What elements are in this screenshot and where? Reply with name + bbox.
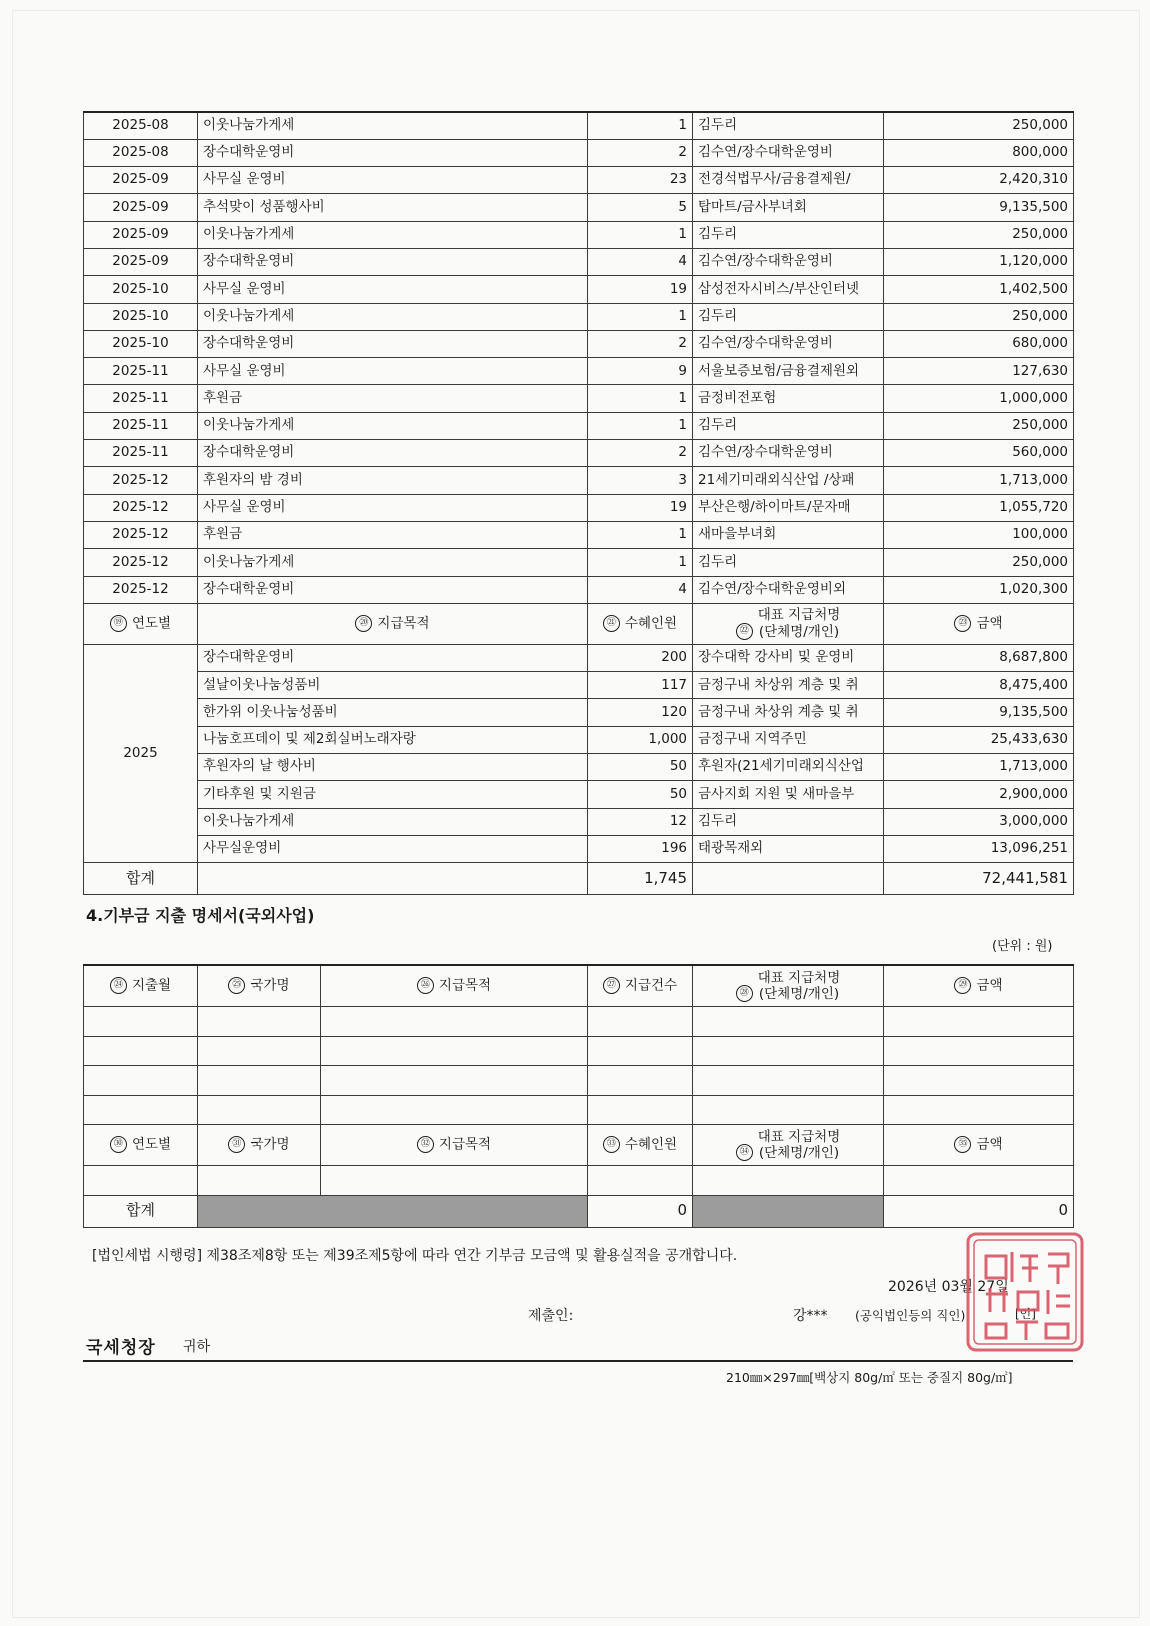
summary-recipient: 금정구내 차상위 계층 및 취 (693, 672, 884, 699)
summary-purpose: 한가위 이웃나눔성품비 (198, 699, 588, 726)
unit-label: (단위 : 원) (992, 939, 1053, 954)
submitter-name: 강*** (793, 1308, 828, 1324)
header-number-20: ⑳ (355, 615, 372, 632)
expenditure-amount: 250,000 (884, 549, 1074, 576)
summary-amount: 1,713,000 (884, 754, 1074, 781)
expenditure-amount: 680,000 (884, 330, 1074, 357)
expenditure-purpose: 이웃나눔가게세 (198, 549, 588, 576)
header-number-34: ㉞ (736, 1144, 753, 1161)
expenditure-row (84, 303, 1074, 330)
expenditure-recipient: 김두리 (693, 303, 884, 330)
header-beneficiaries-label: 수혜인원 (624, 1136, 678, 1153)
expenditure-row (84, 412, 1074, 439)
overseas-empty-row (84, 1007, 1074, 1037)
summary-row (84, 808, 1074, 835)
summary-beneficiaries: 50 (588, 754, 693, 781)
expenditure-month: 2025-12 (84, 549, 198, 576)
summary-row (84, 754, 1074, 781)
summary-amount: 9,135,500 (884, 699, 1074, 726)
overseas-header-amount (884, 965, 1074, 1007)
expenditure-month: 2025-12 (84, 521, 198, 548)
summary-recipient: 금정구내 지역주민 (693, 726, 884, 753)
header-number-27: ㉗ (603, 977, 620, 994)
expenditure-purpose: 장수대학운영비 (198, 248, 588, 275)
expenditure-purpose: 장수대학운영비 (198, 576, 588, 603)
overseas-total-shaded-recipient (693, 1195, 884, 1227)
expenditure-purpose: 장수대학운영비 (198, 139, 588, 166)
section-4-title: 4.기부금 지출 명세서(국외사업) (86, 906, 315, 925)
expenditure-count: 19 (588, 276, 693, 303)
total-empty-cell (198, 863, 588, 895)
summary-header-purpose (198, 603, 588, 644)
expenditure-recipient: 21세기미래외식산업 /상패 (693, 467, 884, 494)
header-recipient-line1: 대표 지급처명 (757, 969, 841, 986)
header-amount-label: 금액 (976, 1136, 1003, 1153)
expenditure-amount: 1,020,300 (884, 576, 1074, 603)
summary-purpose: 기타후원 및 지원금 (198, 781, 588, 808)
summary-header-recipient (693, 603, 884, 644)
header-number-26: ㉖ (417, 977, 434, 994)
expenditure-count: 4 (588, 576, 693, 603)
expenditure-recipient: 부산은행/하이마트/문자매 (693, 494, 884, 521)
expenditure-count: 2 (588, 330, 693, 357)
expenditure-count: 5 (588, 194, 693, 221)
summary-beneficiaries: 1,000 (588, 726, 693, 753)
expenditure-count: 1 (588, 385, 693, 412)
summary-amount: 2,900,000 (884, 781, 1074, 808)
expenditure-amount: 250,000 (884, 221, 1074, 248)
header-number-33: ㉝ (603, 1136, 620, 1153)
overseas-total-amount: 0 (884, 1195, 1074, 1227)
header-count-label: 지급건수 (624, 977, 678, 994)
expenditure-amount: 100,000 (884, 521, 1074, 548)
expenditure-recipient: 탑마트/금사부녀회 (693, 194, 884, 221)
expenditure-month: 2025-09 (84, 194, 198, 221)
expenditure-month: 2025-10 (84, 330, 198, 357)
expenditure-recipient: 김수연/장수대학운영비 (693, 248, 884, 275)
header-number-21: ㉑ (603, 615, 620, 632)
expenditure-amount: 9,135,500 (884, 194, 1074, 221)
expenditure-month: 2025-09 (84, 221, 198, 248)
header-number-31: ㉛ (228, 1136, 245, 1153)
summary-beneficiaries: 196 (588, 835, 693, 862)
expenditure-month: 2025-11 (84, 412, 198, 439)
expenditure-count: 1 (588, 521, 693, 548)
expenditure-month: 2025-12 (84, 576, 198, 603)
expenditure-purpose: 장수대학운영비 (198, 440, 588, 467)
summary-row (84, 644, 1074, 671)
expenditure-recipient: 김두리 (693, 112, 884, 139)
recipient-suffix: 귀하 (183, 1339, 211, 1355)
expenditure-row (84, 194, 1074, 221)
overseas-total-row (84, 1195, 1074, 1227)
domestic-expenditure-table (83, 111, 1074, 895)
expenditure-count: 3 (588, 467, 693, 494)
expenditure-row (84, 276, 1074, 303)
expenditure-month: 2025-11 (84, 358, 198, 385)
expenditure-recipient: 김두리 (693, 221, 884, 248)
summary-row (84, 835, 1074, 862)
expenditure-rows (84, 112, 1074, 603)
overseas-summary-header-year (84, 1125, 198, 1166)
expenditure-month: 2025-11 (84, 385, 198, 412)
expenditure-amount: 250,000 (884, 303, 1074, 330)
header-purpose-label: 지급목적 (438, 1136, 492, 1153)
summary-row (84, 726, 1074, 753)
expenditure-recipient: 새마을부녀회 (693, 521, 884, 548)
expenditure-purpose: 후원자의 밤 경비 (198, 467, 588, 494)
expenditure-row (84, 521, 1074, 548)
expenditure-row (84, 248, 1074, 275)
expenditure-month: 2025-08 (84, 112, 198, 139)
summary-amount: 25,433,630 (884, 726, 1074, 753)
expenditure-purpose: 이웃나눔가게세 (198, 303, 588, 330)
expenditure-purpose: 이웃나눔가게세 (198, 112, 588, 139)
overseas-empty-row (84, 1095, 1074, 1125)
expenditure-recipient: 김수연/장수대학운영비 (693, 330, 884, 357)
expenditure-amount: 250,000 (884, 112, 1074, 139)
expenditure-count: 9 (588, 358, 693, 385)
expenditure-row (84, 358, 1074, 385)
expenditure-count: 1 (588, 549, 693, 576)
expenditure-month: 2025-10 (84, 303, 198, 330)
expenditure-month: 2025-12 (84, 467, 198, 494)
expenditure-count: 2 (588, 440, 693, 467)
header-purpose-label: 지급목적 (377, 615, 430, 632)
overseas-summary-header-beneficiaries (588, 1125, 693, 1166)
summary-header-year (84, 603, 198, 644)
expenditure-purpose: 추석맞이 성품행사비 (198, 194, 588, 221)
total-empty-recipient (693, 863, 884, 895)
header-amount-label: 금액 (976, 977, 1003, 994)
summary-beneficiaries: 50 (588, 781, 693, 808)
expenditure-purpose: 사무실 운영비 (198, 358, 588, 385)
expenditure-row (84, 549, 1074, 576)
expenditure-count: 19 (588, 494, 693, 521)
summary-beneficiaries: 12 (588, 808, 693, 835)
total-amount: 72,441,581 (884, 863, 1074, 895)
expenditure-count: 4 (588, 248, 693, 275)
header-country-label: 국가명 (250, 1136, 290, 1153)
paper-spec: 210㎜×297㎜[백상지 80g/㎡ 또는 중질지 80g/㎡] (726, 1370, 1013, 1385)
expenditure-row (84, 112, 1074, 139)
expenditure-recipient: 김수연/장수대학운영비 (693, 139, 884, 166)
header-recipient-line2: (단체명/개인) (758, 623, 840, 640)
total-label: 합계 (84, 863, 198, 895)
expenditure-amount: 800,000 (884, 139, 1074, 166)
expenditure-count: 2 (588, 139, 693, 166)
expenditure-month: 2025-11 (84, 440, 198, 467)
expenditure-amount: 1,713,000 (884, 467, 1074, 494)
expenditure-row (84, 385, 1074, 412)
overseas-total-shaded-cell (198, 1195, 588, 1227)
summary-purpose: 장수대학운영비 (198, 644, 588, 671)
expenditure-row (84, 330, 1074, 357)
expenditure-amount: 1,000,000 (884, 385, 1074, 412)
expenditure-recipient: 금정비전포험 (693, 385, 884, 412)
expenditure-row (84, 494, 1074, 521)
header-recipient-line1: 대표 지급처명 (757, 607, 841, 624)
expenditure-row (84, 139, 1074, 166)
overseas-header-recipient (693, 965, 884, 1007)
overseas-header-purpose (321, 965, 588, 1007)
header-year-label: 연도별 (131, 615, 172, 632)
expenditure-count: 1 (588, 303, 693, 330)
header-country-label: 국가명 (250, 977, 290, 994)
summary-row (84, 781, 1074, 808)
summary-purpose: 설날이웃나눔성품비 (198, 672, 588, 699)
expenditure-recipient: 김두리 (693, 549, 884, 576)
expenditure-row (84, 576, 1074, 603)
summary-purpose: 후원자의 날 행사비 (198, 754, 588, 781)
expenditure-purpose: 후원금 (198, 385, 588, 412)
summary-amount: 8,687,800 (884, 644, 1074, 671)
header-recipient-line2: (단체명/개인) (758, 1144, 840, 1161)
expenditure-amount: 2,420,310 (884, 167, 1074, 194)
summary-purpose: 이웃나눔가게세 (198, 808, 588, 835)
header-number-32: ㉜ (417, 1136, 434, 1153)
summary-recipient: 태광목재외 (693, 835, 884, 862)
expenditure-row (84, 221, 1074, 248)
expenditure-purpose: 사무실 운영비 (198, 276, 588, 303)
overseas-summary-header-recipient (693, 1125, 884, 1166)
expenditure-count: 1 (588, 112, 693, 139)
summary-amount: 8,475,400 (884, 672, 1074, 699)
overseas-header-country (198, 965, 321, 1007)
header-number-22: ㉒ (736, 623, 753, 640)
summary-purpose: 나눔호프데이 및 제2회실버노래자랑 (198, 726, 588, 753)
summary-header-row (84, 603, 1074, 644)
overseas-summary-header-country (198, 1125, 321, 1166)
expenditure-amount: 1,120,000 (884, 248, 1074, 275)
overseas-summary-header-purpose (321, 1125, 588, 1166)
expenditure-month: 2025-09 (84, 167, 198, 194)
header-amount-label: 금액 (976, 615, 1003, 632)
expenditure-row (84, 467, 1074, 494)
summary-beneficiaries: 200 (588, 644, 693, 671)
summary-recipient: 금사지회 지원 및 새마을부 (693, 781, 884, 808)
overseas-header-row (84, 965, 1074, 1007)
expenditure-month: 2025-08 (84, 139, 198, 166)
expenditure-month: 2025-09 (84, 248, 198, 275)
submitter-label: 제출인: (528, 1308, 574, 1324)
summary-beneficiaries: 117 (588, 672, 693, 699)
expenditure-row (84, 440, 1074, 467)
submitter-role: (공익법인등의 직인) (855, 1308, 966, 1323)
header-number-23: ㉓ (954, 615, 971, 632)
expenditure-amount: 560,000 (884, 440, 1074, 467)
seal-mark: [인] (1015, 1307, 1036, 1321)
summary-section (84, 603, 1074, 644)
expenditure-count: 1 (588, 221, 693, 248)
expenditure-recipient: 김두리 (693, 412, 884, 439)
total-beneficiaries: 1,745 (588, 863, 693, 895)
header-number-29: ㉙ (954, 977, 971, 994)
summary-row (84, 699, 1074, 726)
recipient-office: 국세청장 (86, 1338, 156, 1358)
header-number-25: ㉕ (228, 977, 245, 994)
expenditure-count: 1 (588, 412, 693, 439)
summary-header-amount (884, 603, 1074, 644)
overseas-summary-header-row (84, 1125, 1074, 1166)
expenditure-purpose: 사무실 운영비 (198, 167, 588, 194)
bottom-rule (83, 1360, 1073, 1362)
expenditure-purpose: 장수대학운영비 (198, 330, 588, 357)
overseas-header-month (84, 965, 198, 1007)
overseas-expenditure-table (83, 964, 1074, 1228)
header-number-30: ㉚ (110, 1136, 127, 1153)
header-purpose-label: 지급목적 (438, 977, 492, 994)
summary-beneficiaries: 120 (588, 699, 693, 726)
overseas-summary-empty-row (84, 1166, 1074, 1196)
expenditure-amount: 127,630 (884, 358, 1074, 385)
summary-recipient: 김두리 (693, 808, 884, 835)
summary-year: 2025 (84, 644, 198, 862)
header-year-label: 연도별 (131, 1136, 172, 1153)
summary-amount: 3,000,000 (884, 808, 1074, 835)
expenditure-recipient: 삼성전자시비스/부산인터넷 (693, 276, 884, 303)
expenditure-month: 2025-12 (84, 494, 198, 521)
expenditure-recipient: 김수연/장수대학운영비 (693, 440, 884, 467)
expenditure-purpose: 후원금 (198, 521, 588, 548)
expenditure-amount: 1,402,500 (884, 276, 1074, 303)
overseas-total-label: 합계 (84, 1195, 198, 1227)
expenditure-purpose: 이웃나눔가게세 (198, 412, 588, 439)
expenditure-recipient: 전경석법무사/금융결제원/ (693, 167, 884, 194)
summary-total-row (84, 863, 1074, 895)
overseas-empty-row (84, 1036, 1074, 1066)
overseas-empty-row (84, 1066, 1074, 1096)
header-month-label: 지출월 (131, 977, 172, 994)
overseas-total-beneficiaries: 0 (588, 1195, 693, 1227)
summary-recipient: 후원자(21세기미래외식산업 (693, 754, 884, 781)
summary-amount: 13,096,251 (884, 835, 1074, 862)
expenditure-row (84, 167, 1074, 194)
expenditure-recipient: 서울보증보험/금융결제원외 (693, 358, 884, 385)
header-number-28: ㉘ (736, 985, 753, 1002)
summary-recipient: 장수대학 강사비 및 운영비 (693, 644, 884, 671)
legal-notice: [법인세법 시행령] 제38조제8항 또는 제39조제5항에 따라 연간 기부금 모금액 및 활용실적을 공개합니다. (92, 1248, 738, 1264)
summary-recipient: 금정구내 차상위 계층 및 취 (693, 699, 884, 726)
header-number-19: ⑲ (110, 615, 127, 632)
expenditure-month: 2025-10 (84, 276, 198, 303)
expenditure-purpose: 사무실 운영비 (198, 494, 588, 521)
header-recipient-line1: 대표 지급처명 (757, 1128, 841, 1145)
header-recipient-line2: (단체명/개인) (758, 985, 840, 1002)
summary-row (84, 672, 1074, 699)
header-beneficiaries-label: 수혜인원 (624, 615, 678, 632)
header-number-35: ㉟ (954, 1136, 971, 1153)
submission-date: 2026년 03월 27일 (888, 1279, 1009, 1295)
expenditure-count: 23 (588, 167, 693, 194)
expenditure-recipient: 김수연/장수대학운영비외 (693, 576, 884, 603)
expenditure-amount: 1,055,720 (884, 494, 1074, 521)
overseas-summary-header-amount (884, 1125, 1074, 1166)
header-number-24: ㉔ (110, 977, 127, 994)
summary-rows (84, 644, 1074, 862)
expenditure-amount: 250,000 (884, 412, 1074, 439)
overseas-header-count (588, 965, 693, 1007)
summary-header-beneficiaries (588, 603, 693, 644)
expenditure-purpose: 이웃나눔가게세 (198, 221, 588, 248)
summary-purpose: 사무실운영비 (198, 835, 588, 862)
corporate-seal-stamp (960, 1226, 1090, 1358)
